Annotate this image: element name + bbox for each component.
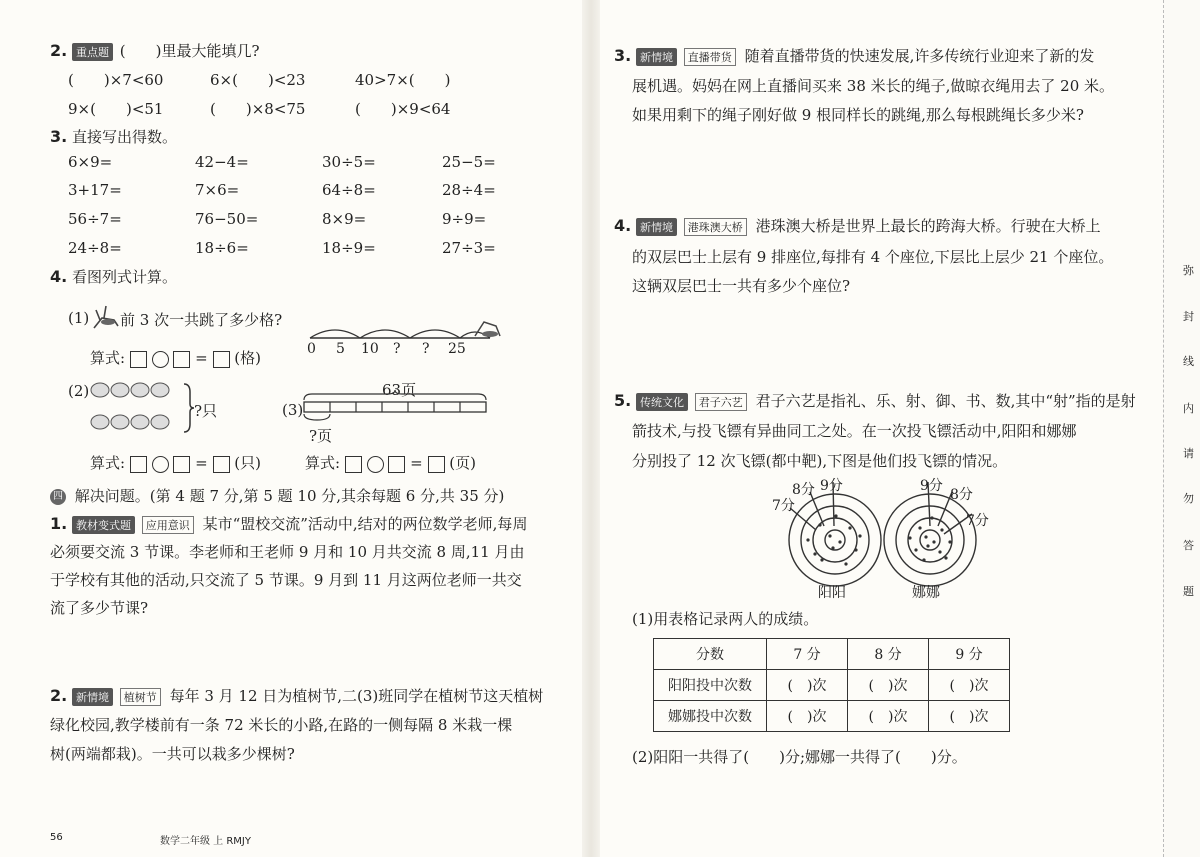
- answer-box[interactable]: [428, 456, 445, 473]
- calc-item: 28÷4=: [442, 181, 496, 199]
- s2-text: 每年 3 月 12 日为植树节,二(3)班同学在植树节这天植树: [169, 687, 544, 705]
- s3-subtag: 直播带货: [684, 48, 736, 66]
- s3-line1: [614, 45, 1094, 66]
- answer-box[interactable]: [173, 456, 190, 473]
- calc-item: 8×9=: [322, 210, 367, 228]
- q4-text: 看图列式计算。: [72, 268, 178, 286]
- table-cell-answer[interactable]: ( )次: [848, 701, 929, 732]
- q2-heading: [50, 40, 260, 61]
- target2-label-7: 7分: [966, 513, 989, 529]
- s5-part1: (1)用表格记录两人的成绩。: [632, 610, 819, 628]
- calc-item: 76−50=: [195, 210, 259, 228]
- q4-p1-formula: 算式: = (格): [90, 349, 262, 367]
- s2-line1: [50, 685, 543, 706]
- answer-box[interactable]: [130, 351, 147, 368]
- formula-unit: (页): [449, 454, 477, 472]
- calc-item: 6×9=: [68, 153, 113, 171]
- book-title: 数学二年级 上 RMJY: [160, 836, 251, 847]
- grasshopper-icon: [90, 300, 120, 334]
- s4-line2: 的双层巴士上层有 9 排座位,每排有 4 个座位,下层比上层少 21 个座位。: [632, 248, 1114, 266]
- s1-line3: 于学校有其他的活动,只交流了 5 节课。9 月到 11 月这两位老师一共交: [50, 571, 522, 589]
- calc-item: 27÷3=: [442, 239, 496, 257]
- s4-tag: 新情境: [636, 218, 677, 236]
- operator-circle[interactable]: [152, 351, 169, 368]
- number-line-tick-label: 0: [307, 341, 316, 357]
- operator-circle[interactable]: [367, 456, 384, 473]
- q2-r1c1: ( )×7<60: [68, 71, 164, 89]
- s4-text: 港珠澳大桥是世界上最长的跨海大桥。行驶在大桥上: [755, 217, 1101, 235]
- q2-text: ( )里最大能填几?: [119, 42, 260, 60]
- calc-item: 24÷8=: [68, 239, 122, 257]
- s5-line3: 分别投了 12 次飞镖(都中靶),下图是他们投飞镖的情况。: [632, 452, 1008, 470]
- formula-label: 算式:: [90, 454, 126, 472]
- table-header-cell: 8 分: [848, 639, 929, 670]
- s5-tag: 传统文化: [636, 393, 688, 411]
- seal-line-char: 内: [1183, 402, 1194, 415]
- section-title: 解决问题。(第 4 题 7 分,第 5 题 10 分,其余每题 6 分,共 35 分): [74, 487, 505, 505]
- seal-line-char: 题: [1183, 585, 1194, 598]
- q4-p1-label: (1): [68, 309, 90, 327]
- s5-subtag: 君子六艺: [695, 393, 747, 411]
- target1-label-9: 9分: [820, 478, 843, 494]
- target1-label-7: 7分: [772, 498, 795, 514]
- s1-line1: [50, 513, 527, 534]
- number-line-diagram: [300, 300, 520, 362]
- s4-line3: 这辆双层巴士一共有多少个座位?: [632, 277, 851, 295]
- score-table: [653, 638, 1010, 732]
- table-cell-answer[interactable]: ( )次: [848, 670, 929, 701]
- table-cell-answer[interactable]: ( )次: [929, 701, 1010, 732]
- q3-heading: [50, 126, 177, 147]
- q2-r1c3: 40>7×( ): [355, 71, 451, 89]
- s2-number: 2.: [50, 686, 68, 705]
- page-gutter: [582, 0, 600, 857]
- q3-text: 直接写出得数。: [72, 128, 178, 146]
- table-header-cell: 分数: [654, 639, 767, 670]
- table-cell-answer[interactable]: ( )次: [767, 670, 848, 701]
- answer-box[interactable]: [213, 351, 230, 368]
- s2-line2: 绿化校园,教学楼前有一条 72 米长的小路,在路的一侧每隔 8 米栽一棵: [50, 716, 513, 734]
- operator-circle[interactable]: [152, 456, 169, 473]
- seal-line-char: 弥: [1183, 264, 1194, 277]
- s1-subtag: 应用意识: [142, 516, 194, 534]
- seal-line-char: 封: [1183, 310, 1194, 323]
- calc-item: 25−5=: [442, 153, 496, 171]
- q2-tag: 重点题: [72, 43, 113, 61]
- q4-p2-label: (2): [68, 382, 90, 400]
- q2-r2c3: ( )×9<64: [355, 100, 451, 118]
- number-line-tick-label: ?: [422, 341, 430, 357]
- table-cell-answer[interactable]: ( )次: [929, 670, 1010, 701]
- table-row: [654, 701, 1010, 732]
- s5-part2: (2)阳阳一共得了( )分;娜娜一共得了( )分。: [632, 748, 967, 766]
- calc-item: 30÷5=: [322, 153, 376, 171]
- q4-number: 4.: [50, 267, 68, 286]
- q4-p2-question: ?只: [194, 402, 218, 420]
- s3-number: 3.: [614, 46, 632, 65]
- table-header-cell: 9 分: [929, 639, 1010, 670]
- calc-item: 3+17=: [68, 181, 122, 199]
- calc-item: 18÷9=: [322, 239, 376, 257]
- s1-text: 某市“盟校交流”活动中,结对的两位数学老师,每周: [202, 515, 528, 533]
- table-row-label: 阳阳投中次数: [654, 670, 767, 701]
- s3-tag: 新情境: [636, 48, 677, 66]
- table-row-label: 娜娜投中次数: [654, 701, 767, 732]
- table-cell-answer[interactable]: ( )次: [767, 701, 848, 732]
- s5-number: 5.: [614, 391, 632, 410]
- q4-p2-formula: 算式: = (只): [90, 454, 262, 472]
- number-line-tick-label: 5: [336, 341, 345, 357]
- target2-name: 娜娜: [912, 585, 940, 601]
- target1-label-8: 8分: [792, 482, 815, 498]
- q2-r2c2: ( )×8<75: [210, 100, 306, 118]
- seal-line-char: 勿: [1183, 492, 1194, 505]
- number-line-tick-label: 25: [448, 341, 466, 357]
- target1-name: 阳阳: [818, 585, 846, 601]
- table-header-row: [654, 639, 1010, 670]
- q2-r1c2: 6×( )<23: [210, 71, 306, 89]
- page-number: 56: [50, 832, 63, 843]
- q3-number: 3.: [50, 127, 68, 146]
- calc-item: 42−4=: [195, 153, 249, 171]
- q4-p3-label: (3): [282, 401, 304, 419]
- q4-p1-text: 前 3 次一共跳了多少格?: [120, 311, 283, 329]
- s4-number: 4.: [614, 216, 632, 235]
- answer-box[interactable]: [130, 456, 147, 473]
- seal-line-strip: [1163, 0, 1200, 857]
- answer-box[interactable]: [388, 456, 405, 473]
- s5-line1: [614, 390, 1136, 411]
- q4-p3-top-label: 63页: [382, 381, 417, 399]
- s5-text: 君子六艺是指礼、乐、射、御、书、数,其中“射”指的是射: [755, 392, 1136, 410]
- s4-line1: [614, 215, 1101, 236]
- answer-box[interactable]: [173, 351, 190, 368]
- target2-label-8: 8分: [950, 487, 973, 503]
- s1-number: 1.: [50, 514, 68, 533]
- q2-r2c1: 9×( )<51: [68, 100, 164, 118]
- formula-label: 算式:: [90, 349, 126, 367]
- answer-box[interactable]: [213, 456, 230, 473]
- formula-label: 算式:: [305, 454, 341, 472]
- s2-subtag: 植树节: [120, 688, 161, 706]
- s3-line2: 展机遇。妈妈在网上直播间买来 38 米长的绳子,做晾衣绳用去了 20 米。: [632, 77, 1115, 95]
- calc-item: 64÷8=: [322, 181, 376, 199]
- s1-tag: 教材变式题: [72, 516, 135, 534]
- formula-unit: (只): [234, 454, 262, 472]
- s4-subtag: 港珠澳大桥: [684, 218, 747, 236]
- s1-line4: 流了多少节课?: [50, 599, 149, 617]
- table-header-cell: 7 分: [767, 639, 848, 670]
- seal-line-char: 线: [1183, 355, 1194, 368]
- number-line-tick-label: ?: [393, 341, 401, 357]
- calc-item: 18÷6=: [195, 239, 249, 257]
- s3-text: 随着直播带货的快速发展,许多传统行业迎来了新的发: [744, 47, 1095, 65]
- s3-line3: 如果用剩下的绳子刚好做 9 根同样长的跳绳,那么每根跳绳长多少米?: [632, 106, 1084, 124]
- table-row: [654, 670, 1010, 701]
- answer-box[interactable]: [345, 456, 362, 473]
- section-number-icon: 四: [50, 489, 66, 505]
- calc-item: 9÷9=: [442, 210, 487, 228]
- section-heading: [50, 485, 504, 506]
- animal-group-picture: [88, 378, 198, 438]
- calc-item: 7×6=: [195, 181, 240, 199]
- s2-tag: 新情境: [72, 688, 113, 706]
- q2-number: 2.: [50, 41, 68, 60]
- q4-p3-bottom-label: ?页: [309, 427, 333, 445]
- s1-line2: 必须要交流 3 节课。李老师和王老师 9 月和 10 月共交流 8 周,11 月由: [50, 543, 525, 561]
- number-line-tick-label: 10: [361, 341, 379, 357]
- seal-line-char: 请: [1183, 447, 1194, 460]
- s2-line3: 树(两端都栽)。一共可以栽多少棵树?: [50, 745, 295, 763]
- target2-label-9: 9分: [920, 478, 943, 494]
- formula-unit: (格): [234, 349, 262, 367]
- q4-heading: [50, 266, 177, 287]
- q4-p3-formula: 算式: = (页): [305, 454, 477, 472]
- s5-line2: 箭技术,与投飞镖有异曲同工之处。在一次投飞镖活动中,阳阳和娜娜: [632, 422, 1077, 440]
- calc-item: 56÷7=: [68, 210, 122, 228]
- seal-line-char: 答: [1183, 539, 1194, 552]
